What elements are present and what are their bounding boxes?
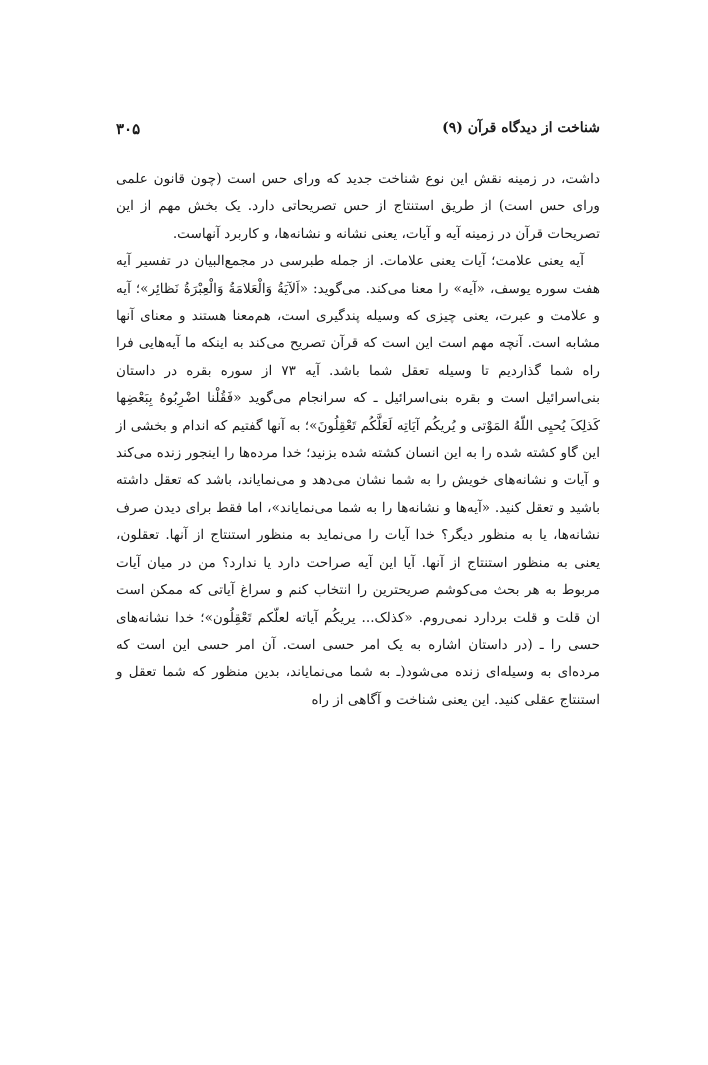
running-title: شناخت از دیدگاه قرآن (۹) bbox=[442, 120, 600, 136]
page-number: ۳۰۵ bbox=[116, 120, 141, 138]
page-header bbox=[116, 120, 600, 142]
paragraph: داشت، در زمینه نقش این نوع شناخت جدید که ورای حس است (چون قانون علمی ورای حس است) از طریق استنتاج از حس تصریحاتی دارد. یک بخش مهم از این تصریحات قرآن در زمینه آیه و آیات، یعنی نشانه و نشانه‌ها، و کاربرد آنهاست. bbox=[116, 171, 600, 242]
paragraph: آیه یعنی علامت؛ آیات یعنی علامات. از جمله طبرسی در مجمع‌البیان در تفسیر آیه هفت سوره یوسف، «آیه» را معنا می‌کند. می‌گوید: «اَلآیَةُ وَالْعَلامَةُ وَالْعِبْرَةُ نَظائِر»؛ آیه و علامت و عبرت، یعنی چیزی که وسیله پندگیری است، هم‌معنا هستند و معنای آنها مشابه است. آنچه مهم است این است که قرآن تصریح می‌کند به اینکه ما آیه‌هایی فرا راه شما گذاردیم تا وسیله تعقل شما باشد. آیه ۷۳ از سوره بقره در داستان بنی‌اسرائیل است و بقره بنی‌اسرائیل ـ که سرانجام می‌گوید «فَقُلْنا اضْرِبُوهُ بِبَعْضِها کَذلِکَ یُحیِی اللّهُ المَوْتی و یُریکُم آیَاتِه لَعَلَّکُم تَعْقِلُونَ»؛ به آنها گفتیم که اندام و بخشی از این گاو کشته شده را به این انسان کشته شده بزنید؛ خدا مرده‌ها را اینجور زنده می‌کند و آیات و نشانه‌های خویش را به شما نشان می‌دهد و می‌نمایاند، باشد که تعقل داشته باشید و تعقل کنید. «آیه‌ها و نشانه‌ها را به شما می‌نمایاند»، اما فقط برای دیدن صرف نشانه‌ها، یا به منظور دیگر؟ خدا آیات را می‌نماید به منظور استنتاج از آنها. تعقلون، یعنی به منظور استنتاج از آنها. آیا این آیه صراحت دارد یا ندارد؟ من در میان آیات مربوط به هر بحث می‌کوشم صریحترین را انتخاب کنم و سراغ آیاتی که ممکن است ان قلت و قلت بردارد نمی‌روم. «کذلک... یریکُم آیاته لعلّکم تَعْقِلُون»؛ خدا نشانه‌های حسی را ـ (در داستان اشاره به یک امر حسی است. آن امر حسی این است که مرده‌ای به وسیله‌ای زنده می‌شود(ـ به شما می‌نمایاند، بدین منظور که شما تعقل و استنتاج عقلی کنید. این یعنی شناخت و آگاهی از راه bbox=[116, 253, 600, 708]
body-text bbox=[116, 166, 600, 714]
